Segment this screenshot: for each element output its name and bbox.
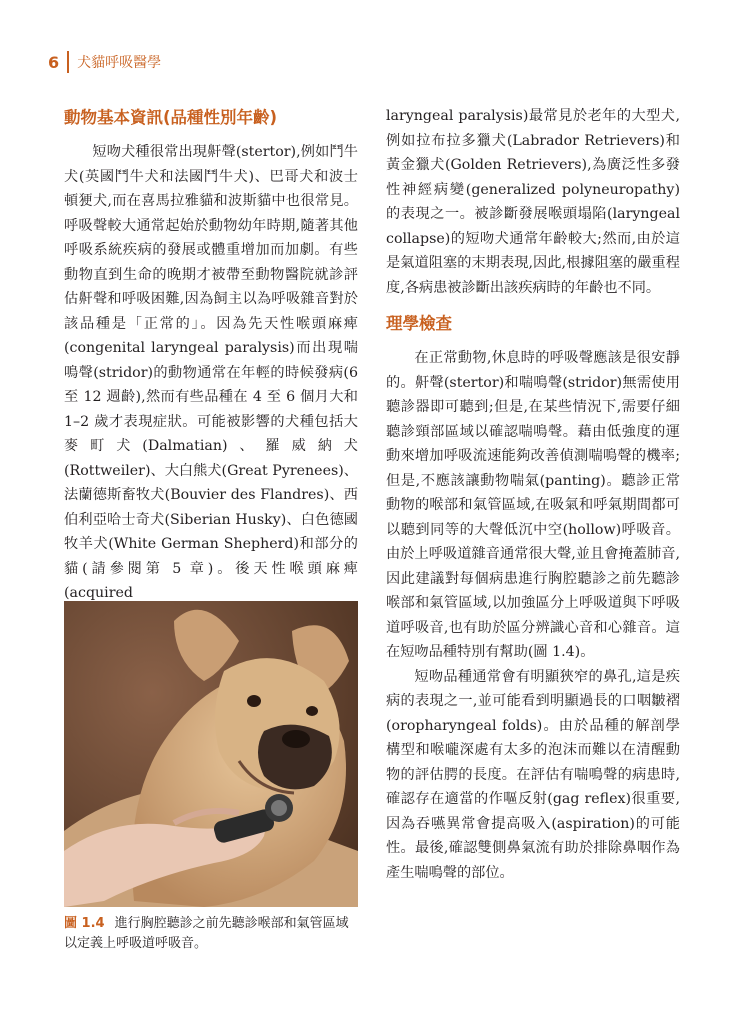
physical-exam-paragraph-2: 短吻品種通常會有明顯狹窄的鼻孔,這是疾病的表現之一,並可能看到明顯過長的口咽皺褶(oropharyngeal folds)。由於品種的解剖學構型和喉嚨深處有太多的泡沫而難以在清醒動物的評估腭的長度。在評估有喘鳴聲的病患時,確認存在適當的作嘔反射(gag reflex)很重要,因為吞嚥異常會提高吸入(aspiration)的可能性。最後,確認雙側鼻氣流有助於排除鼻咽作為產生喘鳴聲的部位。 xyxy=(386,668,680,881)
dog-auscultation-illustration xyxy=(64,601,358,907)
physical-exam-paragraph-1: 在正常動物,休息時的呼吸聲應該是很安靜的。鼾聲(stertor)和喘鳴聲(stridor)無需使用聽診器即可聽到;但是,在某些情況下,需要仔細聽診頸部區域以確認喘鳴聲。藉由低強度的運動來增加呼吸流速能夠改善偵測喘鳴聲的機率;但是,不應該讓動物喘氣(panting)。聽診正常動物的喉部和氣管區域,在吸氣和呼氣期間都可以聽到同等的大聲低沉中空(hollow)呼吸音。由於上呼吸道雜音通常很大聲,並且會掩蓋肺音,因此建議對每個病患進行胸腔聽診之前先聽診喉部和氣管區域,以加強區分上呼吸道與下呼吸道呼吸音,也有助於區分辨識心音和心雜音。這在短吻品種特別有幫助(圖 1.4)。 xyxy=(386,350,680,660)
left-column xyxy=(64,104,358,606)
header-divider xyxy=(67,51,69,73)
running-header xyxy=(48,50,161,74)
signalment-paragraph: 短吻犬種很常出現鼾聲(stertor),例如鬥牛犬(英國鬥牛犬和法國鬥牛犬)、巴哥犬和波士頓㹴犬,而在喜馬拉雅貓和波斯貓中也很常見。呼吸聲較大通常起始於動物幼年時期,隨著其他呼吸系統疾病的發展或體重增加而加劇。有些動物直到生命的晚期才被帶至動物醫院就診評估鼾聲和呼吸困難,因為飼主以為呼吸雜音對於該品種是「正常的」。因為先天性喉頭麻痺(congenital laryngeal paralysis)而出現喘鳴聲(stridor)的動物通常在年輕的時候發病(6 至 12 週齡),然而有些品種在 4 至 6 個月大和 1–2 歲才表現症狀。可能被影響的犬種包括大麥町犬(Dalmatian)、羅威納犬(Rottweiler)、大白熊犬(Great Pyrenees)、法蘭德斯畜牧犬(Bouvier des Flandres)、西伯利亞哈士奇犬(Siberian Husky)、白色德國牧羊犬(White German Shepherd)和部分的貓(請參閱第 5 章)。後天性喉頭麻痺(acquired xyxy=(64,144,358,601)
continuation-paragraph: laryngeal paralysis)最常見於老年的大型犬,例如拉布拉多獵犬(Labrador Retrievers)和黃金獵犬(Golden Retrievers),為廣泛性多發性神經病變(generalized polyneuropathy)的表現之一。被診斷發展喉頭塌陷(laryngeal collapse)的短吻犬通常年齡較大;然而,由於這是氣道阻塞的末期表現,因此,根據阻塞的嚴重程度,各病患被診斷出該疾病時的年齡也不同。 xyxy=(386,108,680,296)
section-heading-physical-exam: 理學檢查 xyxy=(386,314,452,333)
figure-caption xyxy=(64,914,358,954)
right-column xyxy=(386,104,680,885)
figure-label: 圖 1.4 xyxy=(64,916,105,931)
figure-photo-dog-auscultation xyxy=(64,601,358,907)
section-heading-signalment: 動物基本資訊(品種性別年齡) xyxy=(64,108,278,127)
page-number: 6 xyxy=(48,52,60,72)
book-title: 犬貓呼吸醫學 xyxy=(77,55,162,71)
figure-caption-text: 進行胸腔聽診之前先聽診喉部和氣管區域以定義上呼吸道呼吸音。 xyxy=(64,916,349,951)
